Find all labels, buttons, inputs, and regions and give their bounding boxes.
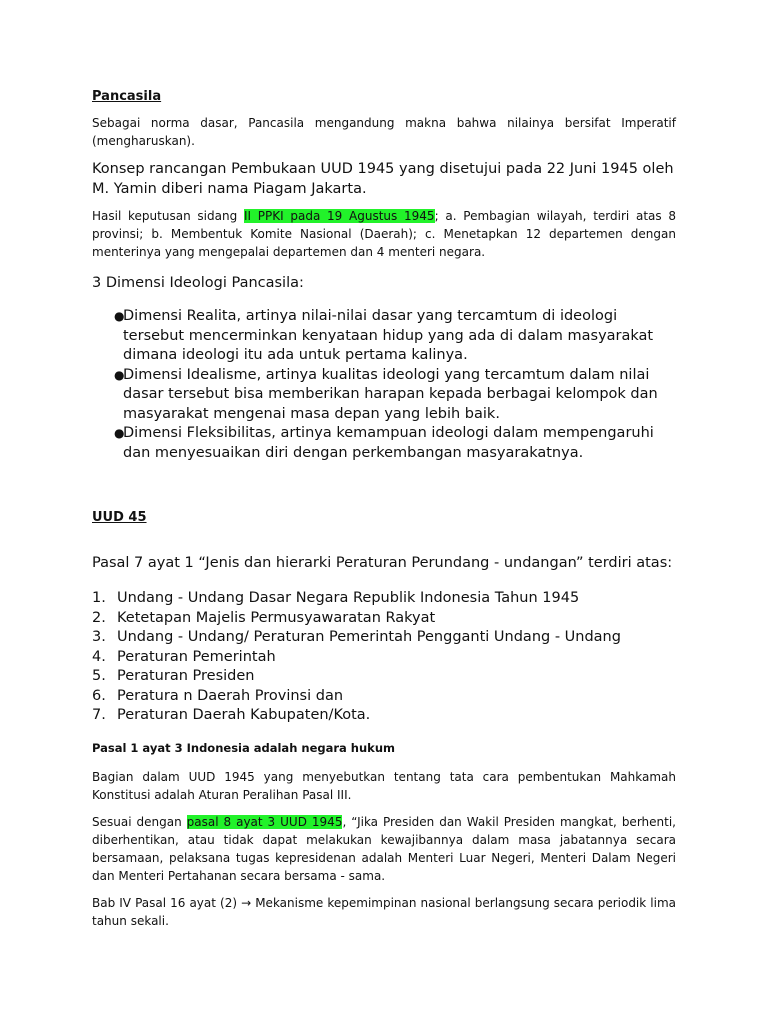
pasal8-paragraph — [92, 813, 676, 885]
list-item-text: Undang - Undang/ Peraturan Pemerintah Pengganti Undang - Undang — [117, 629, 621, 645]
list-item-text: Peraturan Daerah Kabupaten/Kota. — [117, 707, 371, 723]
pasal1-subheading: Pasal 1 ayat 3 Indonesia adalah negara hukum — [92, 740, 395, 755]
list-item-text: Ketetapan Majelis Permusyawaratan Rakyat — [117, 609, 436, 626]
pasal7-paragraph: Pasal 7 ayat 1 “Jenis dan hierarki Peraturan Perundang - undangan” terdiri atas: — [92, 555, 673, 571]
pasal8-text-after: , “Jika Presiden dan Wakil Presiden mangkat, berhenti, diberhentikan, atau tidak dapat melakukan kewajibannya dalam masa jabatannya secara bersamaan, pelaksana tugas kepresidenan adalah Menteri Luar Negeri, Menteri Dalam Negeri dan Menteri Pertahanan secara bersama - sama. — [92, 814, 676, 883]
list-item — [92, 706, 676, 726]
bullet-icon: ● — [114, 426, 125, 440]
dimensi-title: 3 Dimensi Ideologi Pancasila: — [92, 275, 304, 291]
list-item — [92, 609, 676, 629]
dimensi-idealisme-text: Dimensi Idealisme, artinya kualitas ideologi yang tercamtum dalam nilai dasar tersebut bisa memberikan harapan kepada berbagai kelompok dan masyarakat mengenai masa depan yang lebih baik. — [123, 366, 658, 422]
list-item — [92, 648, 676, 668]
list-number: 1. — [92, 590, 106, 606]
list-item-text: Undang - Undang Dasar Negara Republik Indonesia Tahun 1945 — [117, 590, 580, 606]
pancasila-heading: Pancasila — [92, 89, 162, 104]
list-number: 5. — [92, 668, 106, 684]
piagam-jakarta-paragraph: Konsep rancangan Pembukaan UUD 1945 yang disetujui pada 22 Juni 1945 oleh M. Yamin diberi nama Piagam Jakarta. — [92, 161, 674, 197]
list-item-text: Peraturan Presiden — [117, 668, 255, 684]
list-item-text: Peraturan Pemerintah — [117, 648, 276, 665]
bab4-paragraph: Bab IV Pasal 16 ayat (2) → Mekanisme kepemimpinan nasional berlangsung secara periodik lima tahun sekali. — [92, 895, 676, 928]
peraturan-list — [92, 589, 676, 726]
list-item — [92, 667, 676, 687]
list-item — [92, 366, 676, 425]
ppki-paragraph — [92, 207, 676, 261]
list-number: 4. — [92, 648, 106, 665]
dimensi-list — [92, 307, 676, 463]
bullet-icon: ● — [114, 367, 125, 382]
list-number: 6. — [92, 687, 106, 704]
list-number: 7. — [92, 707, 106, 723]
uud-heading: UUD 45 — [92, 510, 147, 525]
ppki-highlight: II PPKI pada 19 Agustus 1945 — [243, 209, 435, 223]
list-item — [92, 307, 676, 366]
pancasila-paragraph-imperatif: Sebagai norma dasar, Pancasila mengandung makna bahwa nilainya bersifat Imperatif (mengharuskan). — [92, 116, 676, 148]
list-item-text: Peratura n Daerah Provinsi dan — [117, 687, 344, 704]
mahkamah-konstitusi-paragraph: Bagian dalam UUD 1945 yang menyebutkan tentang tata cara pembentukan Mahkamah Konstitusi adalah Aturan Peralihan Pasal III. — [92, 769, 676, 802]
dimensi-fleksibilitas-text: Dimensi Fleksibilitas, artinya kemampuan ideologi dalam mempengaruhi dan menyesuaikan diri dengan perkembangan masyarakatnya. — [123, 425, 654, 461]
bullet-icon: ● — [114, 309, 125, 323]
ppki-text-before: Hasil keputusan sidang — [92, 209, 244, 223]
ppki-text-after: ; a. Pembagian wilayah, terdiri atas 8 provinsi; b. Membentuk Komite Nasional (Daerah); c. Menetapkan 12 departemen dengan menterinya yang mengepalai departemen dan 4 menteri negara. — [92, 209, 677, 259]
list-number: 3. — [92, 629, 106, 645]
pasal8-highlight: pasal 8 ayat 3 UUD 1945 — [186, 814, 343, 829]
list-number: 2. — [92, 609, 106, 626]
list-item — [92, 424, 676, 463]
list-item — [92, 589, 676, 609]
pasal8-text-before: Sesuai dengan — [92, 814, 187, 829]
list-item — [92, 687, 676, 707]
list-item — [92, 628, 676, 648]
document-page — [92, 88, 676, 930]
dimensi-realita-text: Dimensi Realita, artinya nilai-nilai dasar yang tercamtum di ideologi tersebut mencerminkan kenyataan hidup yang ada di dalam masyarakat dimana ideologi itu ada untuk pertama kalinya. — [123, 308, 654, 363]
